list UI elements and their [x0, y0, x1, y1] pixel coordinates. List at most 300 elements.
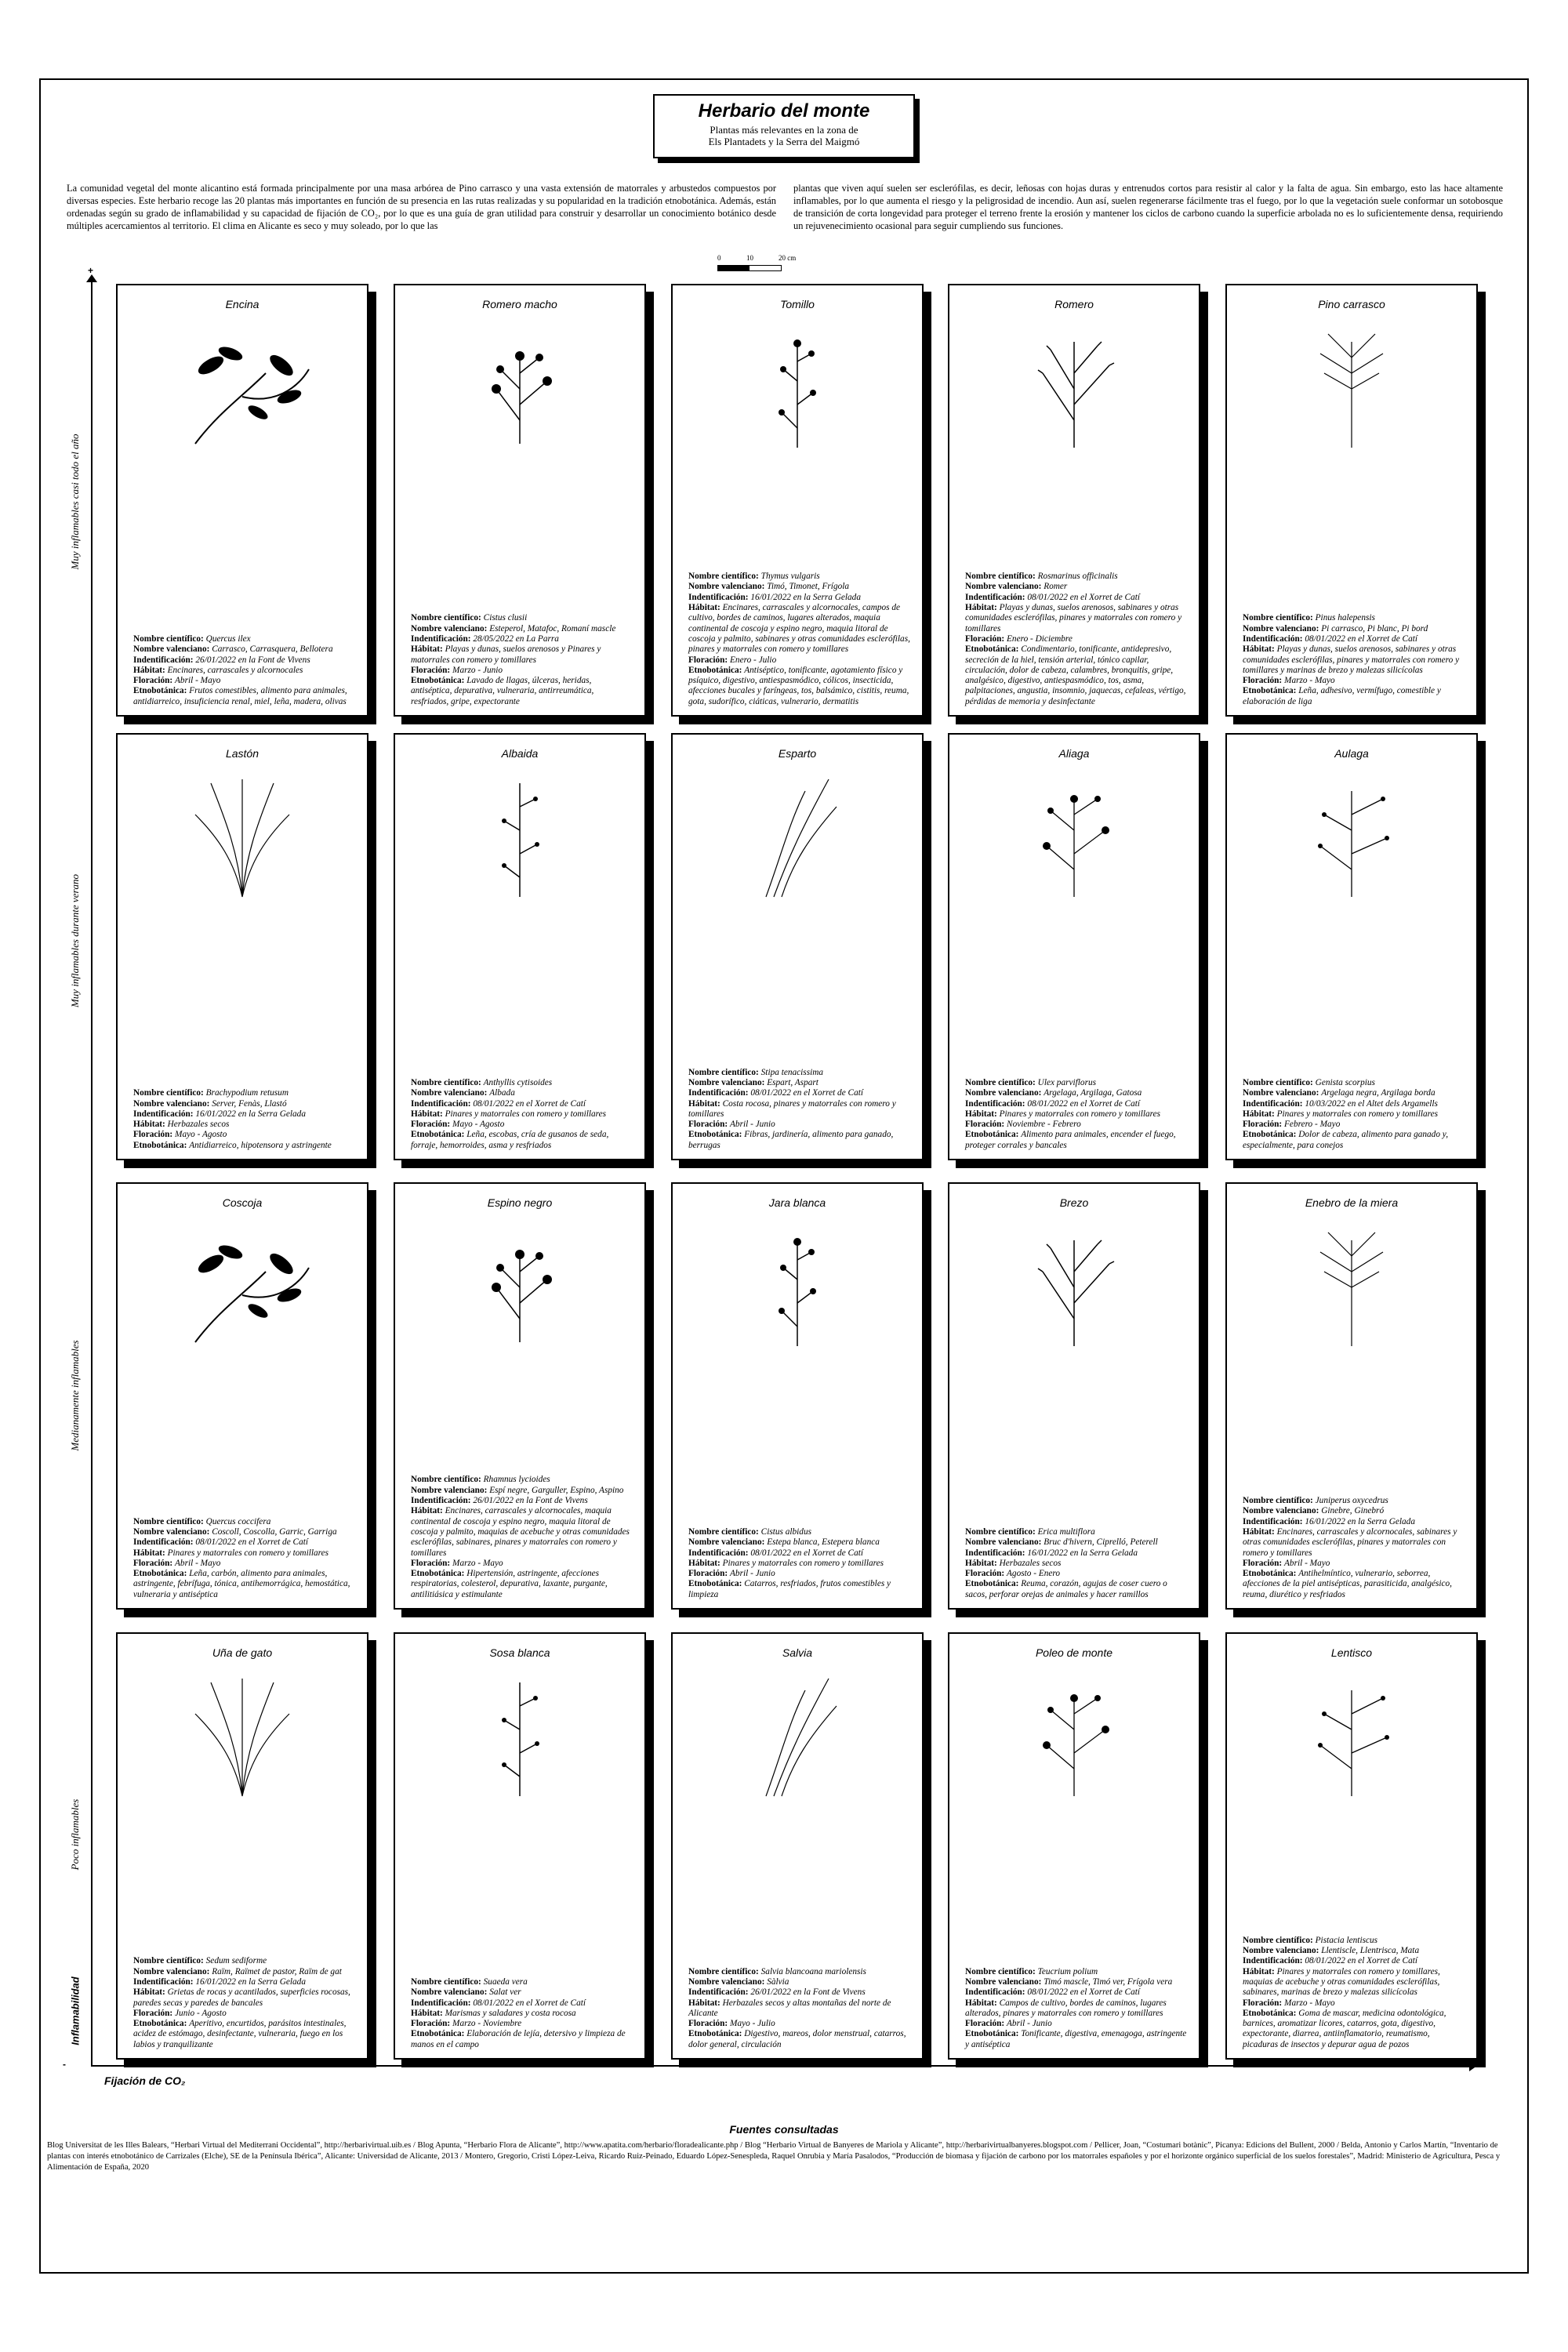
scientific-name-row	[1243, 613, 1465, 623]
ethnobotany-value: Frutos comestibles, alimento para animales, antidiarreico, insuficiencia renal, miel, leña, madera, olivas	[133, 686, 347, 706]
plant-illustration	[441, 775, 598, 905]
habitat-value: Pinares y matorrales con romero y tomillares	[1276, 1109, 1439, 1119]
plant-illustration	[441, 1225, 598, 1354]
scientific-name-label: Nombre científico:	[688, 1067, 759, 1077]
scientific-name-label: Nombre científico:	[1243, 1935, 1313, 1945]
flowering-value: Enero - Diciembre	[1007, 633, 1073, 644]
plant-illustration	[1273, 775, 1430, 905]
ethnobotany-value: Catarros, resfriados, frutos comestibles y limpieza	[688, 1579, 891, 1599]
habitat-value: Marismas y saladares y costa rocosa	[445, 2008, 576, 2018]
valencian-name-value: Llentiscle, Llentrisca, Mata	[1321, 1946, 1420, 1956]
valencian-name-value: Albada	[489, 1088, 515, 1098]
habitat-label: Hábitat:	[133, 1120, 165, 1130]
identification-row	[688, 1548, 911, 1559]
plant-illustration	[1273, 1675, 1430, 1804]
identification-row	[133, 655, 356, 666]
identification-label: Indentificación:	[1243, 633, 1303, 644]
scientific-name-row	[133, 1956, 356, 1966]
identification-label: Indentificación:	[688, 1088, 749, 1098]
habitat-value: Pinares y matorrales con romero y tomillares	[445, 1109, 607, 1119]
scale-bar	[717, 254, 858, 278]
identification-row	[965, 1099, 1188, 1109]
valencian-name-value: Timó, Timonet, Frígola	[767, 582, 850, 592]
plant-info	[411, 613, 633, 707]
flowering-row	[965, 1569, 1188, 1579]
habitat-value: Playas y dunas, suelos arenosos, sabinares y otras comunidades esclerófilas, pinares y matorrales con romero y tomillares	[965, 603, 1182, 633]
plant-illustration	[164, 326, 321, 456]
plant-info	[688, 1068, 911, 1151]
valencian-name-row	[1243, 1506, 1465, 1516]
valencian-name-row	[411, 624, 633, 634]
identification-label: Indentificación:	[965, 1987, 1025, 1998]
ethnobotany-value: Goma de mascar, medicina odontológica, barnices, aromatizar licores, catarros, gota, digestivo, expectorante, diarrea, antiinflamatorio, reumatismo, picaduras de insectos y depurar agua de pozos	[1243, 2008, 1446, 2049]
scientific-name-value: Anthyllis cytisoides	[483, 1077, 553, 1087]
identification-value: 08/01/2022 en el Xorret de Catí	[1305, 1956, 1418, 1966]
plant-name: Albaida	[501, 747, 539, 760]
identification-row	[965, 1548, 1188, 1559]
flowering-label: Floración:	[965, 1569, 1005, 1579]
ethnobotany-label: Etnobotánica:	[1243, 2008, 1297, 2018]
plant-card	[116, 733, 368, 1160]
flowering-value: Abril - Junio	[730, 1120, 775, 1130]
identification-label: Indentificación:	[965, 592, 1025, 602]
identification-value: 08/01/2022 en el Xorret de Catí	[1305, 633, 1418, 644]
identification-label: Indentificación:	[411, 633, 471, 644]
valencian-name-value: Coscoll, Coscolla, Garric, Garriga	[212, 1526, 337, 1537]
flowering-value: Marzo - Mayo	[1284, 1998, 1335, 2008]
identification-row	[1243, 634, 1465, 644]
plant-name: Brezo	[1059, 1196, 1089, 1209]
habitat-row	[1243, 1967, 1465, 1998]
plant-card	[671, 733, 924, 1160]
valencian-name-row	[1243, 1088, 1465, 1098]
plant-card	[948, 284, 1200, 717]
identification-label: Indentificación:	[965, 1098, 1025, 1109]
plant-card	[394, 1182, 646, 1610]
plant-card	[948, 1632, 1200, 2060]
plant-card	[671, 284, 924, 717]
flowering-value: Noviembre - Febrero	[1007, 1120, 1081, 1130]
scientific-name-row	[965, 1078, 1188, 1088]
y-axis-plus: +	[88, 265, 94, 276]
plant-card	[671, 1182, 924, 1610]
habitat-label: Hábitat:	[411, 1506, 443, 1516]
ethnobotany-value: Condimentario, tonificante, antidepresivo, secreción de la hiel, tensión arterial, tónico capilar, circulación, dolor de cabeza, calambres, bronquitis, gripe, analgésico, digestivo, antiespasmódico, tos, asma, palpitaciones, angustia, insomnio, jaquecas, cefaleas, vértigo, pérdidas de memoria y desinfectante	[965, 644, 1186, 706]
flowering-label: Floración:	[965, 1120, 1005, 1130]
ethnobotany-label: Etnobotánica:	[1243, 1130, 1297, 1140]
plant-info	[965, 572, 1188, 707]
x-axis-label: Fijación de CO₂	[104, 2074, 186, 2087]
plant-name: Tomillo	[780, 298, 815, 310]
valencian-name-value: Espart, Aspart	[767, 1077, 818, 1087]
habitat-label: Hábitat:	[1243, 1109, 1275, 1119]
identification-value: 16/01/2022 en la Serra Gelada	[1305, 1516, 1415, 1526]
valencian-name-label: Nombre valenciano:	[411, 1485, 488, 1495]
flowering-value: Abril - Mayo	[175, 1558, 221, 1568]
plant-info	[965, 1078, 1188, 1151]
plant-card	[948, 733, 1200, 1160]
plant-name: Lastón	[225, 747, 260, 760]
ethnobotany-value: Reuma, corazón, agujas de coser cuero o sacos, perforar orejas de animales y hacer ramillos	[965, 1579, 1167, 1599]
plant-name: Salvia	[782, 1646, 813, 1659]
identification-label: Indentificación:	[411, 1998, 471, 2008]
scientific-name-label: Nombre científico:	[411, 1475, 481, 1485]
habitat-value: Encinares, carrascales y alcornocales, sabinares y otras comunidades esclerófilas, pinares y matorrales con romero y tomillares	[1243, 1526, 1457, 1558]
habitat-row	[133, 1987, 356, 2009]
habitat-value: Pinares y matorrales con romero y tomillares	[167, 1548, 329, 1558]
flowering-label: Floración:	[411, 1558, 451, 1568]
ethnobotany-row	[965, 1579, 1188, 1600]
scientific-name-label: Nombre científico:	[1243, 1496, 1313, 1506]
valencian-name-row	[688, 582, 911, 592]
plant-name: Pino carrasco	[1318, 298, 1385, 310]
flowering-row	[965, 1120, 1188, 1130]
plant-name: Aliaga	[1058, 747, 1090, 760]
identification-row	[688, 1088, 911, 1098]
plant-name: Esparto	[778, 747, 817, 760]
identification-row	[411, 1496, 633, 1506]
sources-text: Blog Universitat de les Illes Balears, “Herbari Virtual del Mediterrani Occidental”, http://herbarivirtual.uib.es / Blog Apunta, “Herbario Flora de Alicante”, http://www.apatita.com/herbario/floradealicante.php / Blog “Herbario Virtual de Banyeres de Mariola y Alicante”, http://herbarivirtualbanyeres.blogspot.com / Pellicer, Joan, “Costumari botànic”, Picanya: Edicions del Bullent, 2000 / Belda, Antonio y Carlos Martín, “Inventario de plantas con interés etnobotánico de Carrizales (Elche), SE de la Península Ibérica”, Alicante: Universidad de Alicante, 2013 / Montero, Gregorio, Cristi López-Leiva, Ricardo Ruiz-Peinado, Eduardo López-Senespleda, Raquel Onrubia y María Pasalodos, “Producción de biomasa y fijación de carbono por los matorrales españoles y por el horizonte orgánico superficial de los suelos forestales”, Madrid: Ministerio de Agricultura, Pesca y Alimentación de España, 2020	[47, 2141, 1501, 2172]
identification-value: 10/03/2022 en el Altet dels Argamells	[1305, 1098, 1438, 1109]
plant-name: Sosa blanca	[489, 1646, 550, 1659]
flowering-value: Abril - Mayo	[175, 676, 221, 686]
ethnobotany-label: Etnobotánica:	[1243, 1569, 1297, 1579]
valencian-name-row	[1243, 1946, 1465, 1956]
flowering-row	[688, 2019, 911, 2029]
flowering-value: Abril - Mayo	[1284, 1558, 1330, 1568]
plant-card	[394, 1632, 646, 2060]
identification-label: Indentificación:	[1243, 1516, 1303, 1526]
flowering-value: Marzo - Mayo	[1284, 676, 1335, 686]
ethnobotany-label: Etnobotánica:	[133, 1569, 187, 1579]
scientific-name-label: Nombre científico:	[1243, 1077, 1313, 1087]
plant-name: Coscoja	[222, 1196, 263, 1209]
ethnobotany-value: Fibras, jardinería, alimento para ganado, berrugas	[688, 1130, 894, 1150]
plant-info	[965, 1967, 1188, 2050]
scientific-name-label: Nombre científico:	[133, 1516, 204, 1526]
habitat-label: Hábitat:	[965, 603, 997, 613]
plant-info	[1243, 1078, 1465, 1151]
identification-value: 16/01/2022 en la Serra Gelada	[195, 1976, 306, 1987]
flowering-value: Junio - Agosto	[175, 2008, 227, 2018]
identification-row	[411, 1998, 633, 2009]
intro-left: La comunidad vegetal del monte alicantino está formada principalmente por una masa arbórea de Pino carrasco y una vasta extensión de matorrales y arbustedos compuestos por diversas especies. Este herbario recoge las 20 plantas más importantes en función de su presencia en las rutas realizadas y su popularidad en la tradición etnobotánica. Además, están ordenadas según su grado de inflamabilidad y su capacidad de fijación de CO₂, por lo que es una guía de gran utilidad para construir y desarrollar un conocimiento botánico desde múltiples acercamientos al territorio. El clima en Alicante es seco y muy soleado, por lo que las	[67, 183, 776, 231]
identification-label: Indentificación:	[133, 1976, 194, 1987]
identification-label: Indentificación:	[965, 1548, 1025, 1558]
ethnobotany-label: Etnobotánica:	[411, 2029, 465, 2039]
habitat-row	[133, 1120, 356, 1130]
plant-card	[116, 284, 368, 717]
valencian-name-label: Nombre valenciano:	[965, 1537, 1042, 1548]
ethnobotany-label: Etnobotánica:	[411, 1130, 465, 1140]
ethnobotany-value: Leña, carbón, alimento para animales, astringente, febrífuga, tónica, antihemorrágica, hemostática, vulneraria y antiséptica	[133, 1569, 350, 1599]
sources-title: Fuentes consultadas	[729, 2123, 839, 2136]
habitat-value: Encinares, carrascales y alcornocales, campos de cultivo, bordes de caminos, lugares alterados, maquia continental de coscoja y espino negro, maquia litoral de coscoja y palmito, sabinares y otras comunidades esclerófilas, pinares y matorrales con romero y tomillares	[688, 603, 910, 655]
identification-value: 08/01/2022 en el Xorret de Catí	[473, 1098, 586, 1109]
scientific-name-value: Sedum sediforme	[205, 1956, 267, 1966]
identification-label: Indentificación:	[411, 1496, 471, 1506]
flowering-label: Floración:	[1243, 676, 1283, 686]
habitat-value: Costa rocosa, pinares y matorrales con romero y tomillares	[688, 1098, 896, 1119]
valencian-name-label: Nombre valenciano:	[133, 1098, 210, 1109]
plant-name: Aulaga	[1334, 747, 1369, 760]
flowering-value: Mayo - Agosto	[452, 1120, 505, 1130]
ethnobotany-value: Alimento para animales, encender el fuego, proteger corrales y bancales	[965, 1130, 1176, 1150]
flowering-label: Floración:	[1243, 1998, 1283, 2008]
flowering-label: Floración:	[133, 1558, 173, 1568]
habitat-row	[1243, 1109, 1465, 1120]
identification-label: Indentificación:	[133, 1109, 194, 1119]
plant-card	[394, 284, 646, 717]
ethnobotany-row	[133, 2019, 356, 2050]
scientific-name-row	[133, 1517, 356, 1527]
flowering-row	[411, 666, 633, 676]
scientific-name-row	[1243, 1078, 1465, 1088]
valencian-name-value: Ginebre, Ginebró	[1321, 1506, 1385, 1516]
scientific-name-row	[411, 613, 633, 623]
scale-tick-20: 20 cm	[779, 254, 797, 262]
scientific-name-value: Erica multiflora	[1037, 1526, 1095, 1537]
valencian-name-label: Nombre valenciano:	[133, 644, 210, 655]
valencian-name-value: Bruc d'hivern, Ciprelló, Peterell	[1044, 1537, 1158, 1548]
ethnobotany-row	[1243, 2009, 1465, 2050]
plant-card	[1225, 284, 1478, 717]
scientific-name-row	[965, 1527, 1188, 1537]
plant-illustration	[441, 1675, 598, 1804]
habitat-label: Hábitat:	[411, 1109, 443, 1119]
flowering-label: Floración:	[1243, 1558, 1283, 1568]
valencian-name-value: Sàlvia	[767, 1976, 789, 1987]
flowering-value: Mayo - Agosto	[175, 1130, 227, 1140]
habitat-label: Hábitat:	[688, 1098, 720, 1109]
valencian-name-label: Nombre valenciano:	[411, 623, 488, 633]
habitat-row	[411, 644, 633, 666]
scientific-name-label: Nombre científico:	[133, 1088, 204, 1098]
scientific-name-label: Nombre científico:	[1243, 613, 1313, 623]
identification-value: 28/05/2022 en La Parra	[473, 633, 559, 644]
valencian-name-value: Timó mascle, Timó ver, Frígola vera	[1044, 1976, 1173, 1987]
scientific-name-label: Nombre científico:	[411, 1976, 481, 1987]
ethnobotany-label: Etnobotánica:	[1243, 686, 1297, 696]
ethnobotany-label: Etnobotánica:	[688, 1130, 742, 1140]
title-box	[653, 94, 915, 158]
plant-name: Poleo de monte	[1035, 1646, 1113, 1659]
scientific-name-label: Nombre científico:	[411, 613, 481, 623]
scientific-name-row	[411, 1977, 633, 1987]
page-title: Herbario del monte	[698, 100, 870, 122]
valencian-name-label: Nombre valenciano:	[1243, 1088, 1319, 1098]
flowering-row	[1243, 676, 1465, 686]
identification-label: Indentificación:	[1243, 1956, 1303, 1966]
scientific-name-row	[133, 1088, 356, 1098]
valencian-name-row	[411, 1486, 633, 1496]
habitat-label: Hábitat:	[1243, 644, 1275, 655]
flowering-label: Floración:	[411, 2019, 451, 2029]
scale-bar-graphic	[717, 265, 782, 271]
scientific-name-label: Nombre científico:	[965, 1077, 1036, 1087]
habitat-value: Grietas de rocas y acantilados, superficies rocosas, paredes secas y paredes de bancales	[133, 1987, 350, 2008]
flowering-row	[1243, 1559, 1465, 1569]
plant-illustration	[1273, 1225, 1430, 1354]
flowering-label: Floración:	[133, 676, 173, 686]
flowering-label: Floración:	[133, 2008, 173, 2018]
valencian-name-row	[1243, 624, 1465, 634]
flowering-row	[133, 2009, 356, 2019]
flowering-label: Floración:	[411, 1120, 451, 1130]
flowering-label: Floración:	[133, 1130, 173, 1140]
flowering-value: Marzo - Junio	[452, 665, 503, 675]
scientific-name-label: Nombre científico:	[965, 572, 1036, 582]
identification-value: 26/01/2022 en la Font de Vivens	[195, 655, 310, 665]
flowering-row	[133, 1559, 356, 1569]
y-axis-minus: -	[63, 2059, 66, 2070]
valencian-name-label: Nombre valenciano:	[965, 1088, 1042, 1098]
plant-name: Espino negro	[487, 1196, 553, 1209]
identification-label: Indentificación:	[411, 1098, 471, 1109]
flowering-value: Marzo - Mayo	[452, 1558, 503, 1568]
scientific-name-label: Nombre científico:	[688, 1966, 759, 1976]
habitat-value: Herbazales secos	[167, 1120, 230, 1130]
ethnobotany-row	[688, 2029, 911, 2050]
flowering-row	[1243, 1120, 1465, 1130]
plant-info	[1243, 613, 1465, 707]
valencian-name-label: Nombre valenciano:	[965, 1976, 1042, 1987]
scientific-name-row	[688, 1527, 911, 1537]
habitat-row	[411, 2009, 633, 2019]
habitat-value: Pinares y matorrales con romero y tomillares	[722, 1558, 884, 1568]
plant-name: Jara blanca	[768, 1196, 826, 1209]
valencian-name-value: Argelaga, Argilaga, Gatosa	[1044, 1088, 1142, 1098]
plant-card	[1225, 1632, 1478, 2060]
scale-tick-10: 10	[746, 254, 753, 262]
habitat-value: Pinares y matorrales con romero y tomillares	[999, 1109, 1161, 1119]
habitat-value: Encinares, carrascales y alcornocales, maquia continental de coscoja y espino negro, maquia litoral de coscoja y palmito, maquias de acebuche y otras comunidades esclerófilas, sabinares, pinares y matorrales con romero y tomillares	[411, 1506, 630, 1558]
flowering-row	[688, 1569, 911, 1579]
scale-tick-0: 0	[717, 254, 721, 262]
habitat-label: Hábitat:	[411, 644, 443, 655]
ethnobotany-value: Leña, escobas, cría de gusanos de seda, forraje, hemorroides, asma y resfriados	[411, 1130, 609, 1150]
flowering-label: Floración:	[965, 2019, 1005, 2029]
valencian-name-value: Server, Fenàs, Llastó	[212, 1098, 287, 1109]
identification-label: Indentificación:	[1243, 1098, 1303, 1109]
scientific-name-value: Thymus vulgaris	[760, 572, 820, 582]
scientific-name-row	[411, 1078, 633, 1088]
ethnobotany-row	[688, 1130, 911, 1151]
plant-illustration	[164, 775, 321, 905]
valencian-name-row	[411, 1088, 633, 1098]
identification-row	[965, 593, 1188, 603]
scientific-name-value: Genista scorpius	[1315, 1077, 1375, 1087]
valencian-name-value: Salat ver	[489, 1987, 521, 1998]
valencian-name-row	[411, 1987, 633, 1998]
flowering-label: Floración:	[688, 2019, 728, 2029]
plant-name: Enebro de la miera	[1305, 1196, 1399, 1209]
plant-card	[116, 1632, 368, 2060]
habitat-row	[965, 1998, 1188, 2020]
plant-illustration	[996, 775, 1152, 905]
ethnobotany-row	[1243, 1130, 1465, 1151]
valencian-name-label: Nombre valenciano:	[133, 1526, 210, 1537]
ethnobotany-value: Lavado de llagas, úlceras, heridas, antiséptica, depurativa, vulneraria, antirreumática, resfriados, gripe, expectorante	[411, 676, 594, 706]
identification-value: 08/01/2022 en el Xorret de Catí	[750, 1548, 864, 1558]
valencian-name-label: Nombre valenciano:	[411, 1088, 488, 1098]
flowering-row	[411, 1559, 633, 1569]
identification-row	[411, 634, 633, 644]
ethnobotany-value: Tonificante, digestiva, emenagoga, astringente y antiséptica	[965, 2029, 1187, 2049]
scientific-name-value: Quercus ilex	[205, 633, 251, 644]
plant-info	[411, 1078, 633, 1151]
habitat-label: Hábitat:	[688, 603, 720, 613]
plant-info	[688, 1527, 911, 1600]
plant-illustration	[164, 1225, 321, 1354]
identification-row	[133, 1537, 356, 1548]
flowering-label: Floración:	[965, 633, 1005, 644]
ethnobotany-row	[133, 1141, 356, 1151]
identification-row	[133, 1109, 356, 1120]
ethnobotany-row	[965, 2029, 1188, 2050]
scientific-name-label: Nombre científico:	[965, 1966, 1036, 1976]
plant-card	[1225, 1182, 1478, 1610]
scientific-name-row	[1243, 1496, 1465, 1506]
x-axis-plus: +	[1480, 2059, 1486, 2070]
x-axis-arrow	[1469, 2060, 1477, 2071]
scientific-name-value: Quercus coccifera	[205, 1516, 271, 1526]
scientific-name-value: Suaeda vera	[483, 1976, 528, 1987]
valencian-name-label: Nombre valenciano:	[688, 1976, 765, 1987]
ethnobotany-row	[411, 1569, 633, 1600]
habitat-value: Campos de cultivo, bordes de caminos, lugares alterados, pinares y matorrales con romero y tomillares	[965, 1998, 1167, 2018]
ethnobotany-value: Aperitivo, encurtidos, parásitos intestinales, acidez de estómago, desinfectante, vulneraria, fuego en los labios y tranquilizante	[133, 2019, 347, 2049]
flowering-row	[133, 676, 356, 686]
valencian-name-value: Romer	[1044, 582, 1068, 592]
identification-row	[1243, 1517, 1465, 1527]
plant-name: Uña de gato	[212, 1646, 273, 1659]
habitat-value: Herbazales secos	[999, 1558, 1062, 1568]
identification-value: 08/01/2022 en el Xorret de Catí	[473, 1998, 586, 2008]
identification-row	[965, 1987, 1188, 1998]
ethnobotany-row	[1243, 686, 1465, 707]
valencian-name-label: Nombre valenciano:	[965, 582, 1042, 592]
scientific-name-row	[688, 1967, 911, 1977]
ethnobotany-row	[688, 1579, 911, 1600]
ethnobotany-label: Etnobotánica:	[133, 2019, 187, 2029]
scientific-name-value: Salvia blancoana mariolensis	[760, 1966, 866, 1976]
habitat-row	[1243, 644, 1465, 676]
flowering-row	[688, 1120, 911, 1130]
scientific-name-row	[965, 572, 1188, 582]
flowering-row	[133, 1130, 356, 1140]
scientific-name-value: Cistus clusii	[483, 613, 528, 623]
ethnobotany-value: Leña, adhesivo, vermífugo, comestible y elaboración de liga	[1243, 686, 1441, 706]
identification-row	[1243, 1956, 1465, 1966]
scientific-name-row	[688, 572, 911, 582]
valencian-name-row	[133, 1099, 356, 1109]
valencian-name-value: Pi carrasco, Pi blanc, Pi bord	[1321, 623, 1428, 633]
valencian-name-label: Nombre valenciano:	[1243, 1946, 1319, 1956]
plant-info	[411, 1475, 633, 1600]
ethnobotany-row	[411, 1130, 633, 1151]
valencian-name-value: Raïm, Raïmet de pastor, Raïm de gat	[212, 1966, 342, 1976]
identification-value: 26/01/2022 en la Font de Vivens	[473, 1496, 588, 1506]
identification-row	[688, 593, 911, 603]
flowering-row	[411, 2019, 633, 2029]
habitat-label: Hábitat:	[688, 1558, 720, 1568]
valencian-name-label: Nombre valenciano:	[688, 1537, 765, 1548]
plant-name: Encina	[225, 298, 260, 310]
plant-name: Romero macho	[482, 298, 557, 310]
plant-card	[1225, 733, 1478, 1160]
plant-illustration	[164, 1675, 321, 1804]
